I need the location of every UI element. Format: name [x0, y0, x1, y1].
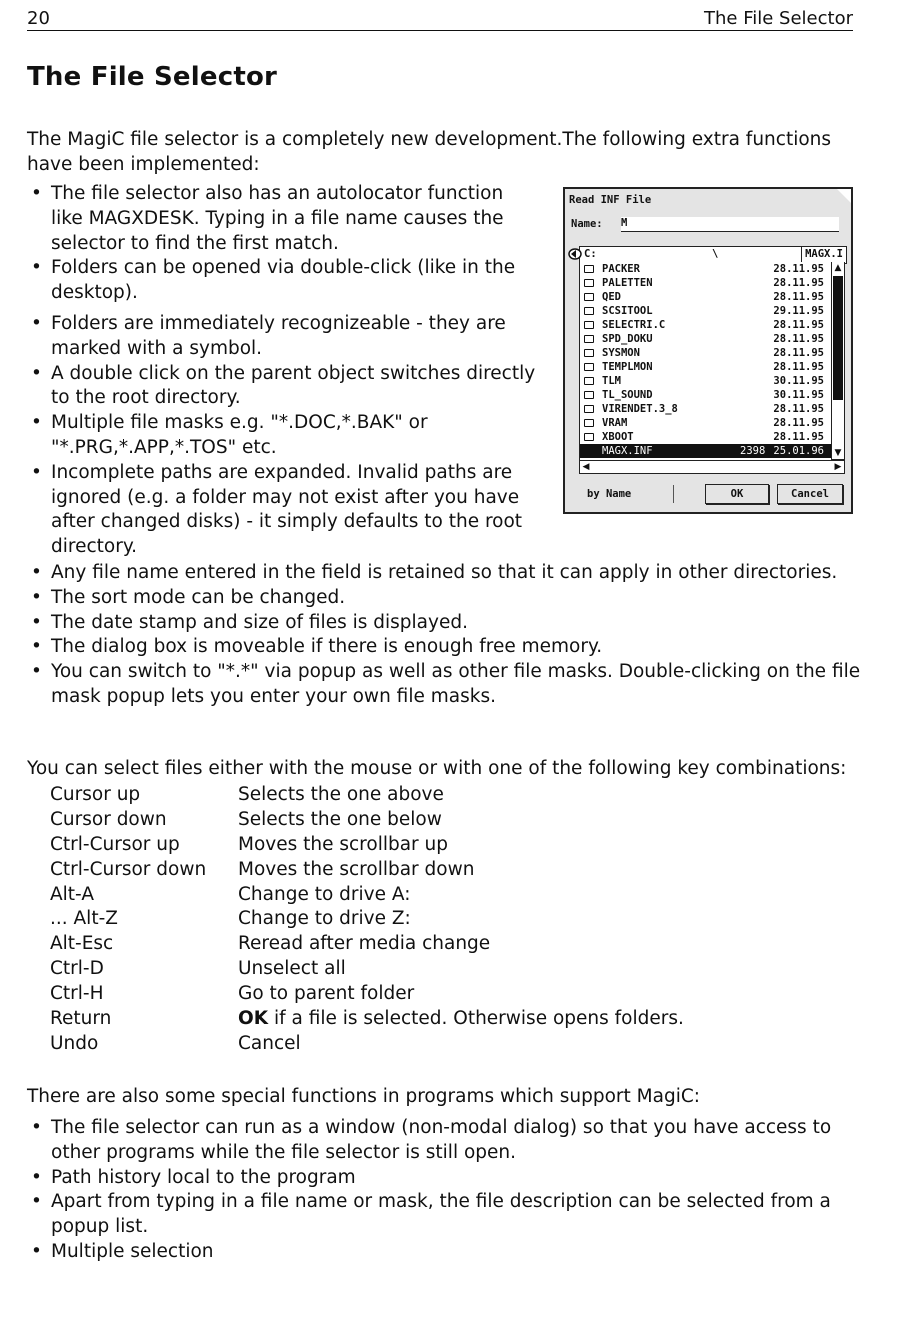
file-name: SYSMON — [602, 347, 640, 359]
name-row — [569, 217, 847, 233]
key-cell: ... Alt-Z — [50, 908, 118, 930]
file-name: VIRENDET.3_8 — [602, 403, 678, 415]
list-item: • The file selector can run as a window (non-modal dialog) so that you have access to other programs while the file selector is still open. — [27, 1116, 837, 1166]
folder-icon — [584, 377, 594, 385]
file-date: 28.11.95 — [773, 263, 824, 275]
file-date: 30.11.95 — [773, 375, 824, 387]
action-cell: Cancel — [238, 1032, 301, 1054]
cancel-button[interactable]: Cancel — [777, 484, 843, 504]
key-cell: Alt-Esc — [50, 933, 114, 955]
file-row[interactable] — [580, 332, 832, 346]
list-item: • Multiple selection — [27, 1240, 837, 1265]
file-date: 25.01.96 — [773, 445, 824, 457]
file-date: 28.11.95 — [773, 291, 824, 303]
scroll-up-icon[interactable]: ▲ — [834, 263, 842, 273]
running-title: The File Selector — [704, 8, 853, 29]
key-cell: Alt-A — [50, 883, 94, 905]
action-cell — [238, 1008, 684, 1033]
folder-icon — [584, 279, 594, 287]
table-row — [50, 958, 684, 983]
list-item: • The file selector also has an autolocator function like MAGXDESK. Typing in a file name causes the selector to find the first match. — [27, 182, 537, 256]
key-cell: Ctrl-Cursor down — [50, 858, 207, 880]
list-item: • You can switch to "*.*" via popup as well as other file masks. Double-clicking on the file mask popup lets you enter your own file masks. — [27, 660, 867, 710]
list-item: • The sort mode can be changed. — [27, 586, 867, 611]
file-date: 28.11.95 — [773, 319, 824, 331]
file-name: PALETTEN — [602, 277, 653, 289]
file-row[interactable] — [580, 346, 832, 360]
list-item: • Folders can be opened via double-click (like in the desktop). — [27, 256, 537, 306]
action-cell: Change to drive Z: — [238, 908, 411, 930]
file-list[interactable] — [579, 262, 833, 461]
file-row[interactable] — [580, 262, 832, 276]
key-cell: Undo — [50, 1032, 99, 1054]
keys-intro: You can select files either with the mouse or with one of the following key combinations: — [27, 758, 847, 779]
table-row — [50, 1033, 684, 1058]
folder-icon — [584, 405, 594, 413]
table-row — [50, 859, 684, 884]
special-intro: There are also some special functions in programs which support MagiC: — [27, 1086, 700, 1107]
file-size: 2398 — [740, 445, 766, 457]
file-row[interactable] — [580, 276, 832, 290]
feature-list-full — [27, 561, 867, 710]
action-cell: Change to drive A: — [238, 883, 411, 905]
folder-icon — [584, 293, 594, 301]
action-cell: Unselect all — [238, 958, 346, 980]
file-name: XBOOT — [602, 431, 634, 443]
file-date: 28.11.95 — [773, 417, 824, 429]
page-header — [27, 8, 853, 31]
file-date: 29.11.95 — [773, 305, 824, 317]
action-text: if a file is selected. Otherwise opens folders. — [268, 1008, 684, 1030]
key-cell: Ctrl-Cursor up — [50, 833, 180, 855]
page-title: The File Selector — [27, 62, 278, 92]
scroll-right-icon[interactable]: ▶ — [834, 462, 842, 472]
file-date: 28.11.95 — [773, 431, 824, 443]
filename-value: M — [621, 217, 628, 229]
scroll-left-icon[interactable]: ◀ — [582, 462, 590, 472]
filename-input[interactable] — [621, 217, 839, 232]
file-mask-popup[interactable]: MAGX.I — [801, 246, 846, 262]
key-cell: Ctrl-D — [50, 958, 104, 980]
file-name: SELECTRI.C — [602, 319, 666, 331]
file-name: TL_SOUND — [602, 389, 653, 401]
folder-icon — [584, 349, 594, 357]
table-row — [50, 933, 684, 958]
fuller-corner-icon[interactable] — [837, 189, 851, 203]
key-cell: Cursor up — [50, 784, 141, 805]
file-row[interactable] — [580, 290, 832, 304]
action-cell: Moves the scrollbar down — [238, 858, 475, 880]
drive-popup[interactable]: C: — [584, 248, 597, 260]
folder-icon — [584, 363, 594, 371]
file-row[interactable] — [580, 318, 832, 332]
scroll-thumb[interactable] — [833, 276, 843, 400]
feature-list-side — [27, 182, 537, 560]
table-row — [50, 908, 684, 933]
file-row[interactable] — [580, 388, 832, 402]
table-row — [50, 1008, 684, 1033]
ok-button[interactable]: OK — [705, 484, 769, 504]
file-name: MAGX.INF — [602, 445, 653, 457]
list-item: • A double click on the parent object switches directly to the root directory. — [27, 362, 537, 412]
list-item: • Any file name entered in the field is retained so that it can apply in other directories. — [27, 561, 867, 586]
file-date: 28.11.95 — [773, 403, 824, 415]
file-row[interactable] — [580, 416, 832, 430]
page-number: 20 — [27, 8, 50, 29]
list-item: • Apart from typing in a file name or mask, the file description can be selected from a popup list. — [27, 1190, 837, 1240]
scroll-down-icon[interactable]: ▼ — [834, 448, 842, 458]
parent-folder-icon[interactable] — [568, 247, 582, 261]
file-name: TEMPLMON — [602, 361, 653, 373]
file-name: TLM — [602, 375, 621, 387]
file-row[interactable] — [580, 430, 832, 444]
file-name: SCSITOOL — [602, 305, 653, 317]
table-row — [50, 983, 684, 1008]
file-date: 28.11.95 — [773, 333, 824, 345]
list-item: • The dialog box is moveable if there is enough free memory. — [27, 635, 867, 660]
list-item: • Multiple file masks e.g. "*.DOC,*.BAK" or "*.PRG,*.APP,*.TOS" etc. — [27, 411, 537, 461]
intro-paragraph: The MagiC file selector is a completely new development.The following extra functions have been implemented: — [27, 129, 832, 175]
file-name: VRAM — [602, 417, 628, 429]
folder-icon — [584, 419, 594, 427]
special-list — [27, 1116, 837, 1265]
dialog-title: Read INF File — [569, 194, 652, 206]
folder-icon — [584, 433, 594, 441]
folder-icon — [584, 391, 594, 399]
table-row — [50, 809, 684, 834]
file-name: SPD_DOKU — [602, 333, 653, 345]
file-name: QED — [602, 291, 621, 303]
list-item: • Folders are immediately recognizeable - they are marked with a symbol. — [27, 312, 537, 362]
file-row[interactable] — [580, 444, 832, 458]
action-cell: Selects the one below — [238, 808, 442, 830]
file-date: 28.11.95 — [773, 347, 824, 359]
key-cell: Cursor down — [50, 808, 167, 830]
file-row[interactable] — [580, 360, 832, 374]
action-cell: Reread after media change — [238, 933, 491, 955]
action-cell: Moves the scrollbar up — [238, 833, 449, 855]
ok-keyword: OK — [238, 1008, 269, 1030]
horizontal-scrollbar[interactable] — [579, 460, 845, 474]
file-row[interactable] — [580, 374, 832, 388]
list-item: • Incomplete paths are expanded. Invalid paths are ignored (e.g. a folder may not exist after you have after changed disks) - it simply defaults to the root directory. — [27, 461, 537, 560]
file-row[interactable] — [580, 304, 832, 318]
sort-mode-popup[interactable]: by Name — [579, 485, 674, 503]
file-date: 30.11.95 — [773, 389, 824, 401]
folder-icon — [584, 321, 594, 329]
table-row — [50, 884, 684, 909]
folder-icon — [584, 335, 594, 343]
key-combination-table — [50, 784, 684, 1058]
file-name: PACKER — [602, 263, 640, 275]
current-path: \ — [712, 248, 719, 260]
file-row[interactable] — [580, 402, 832, 416]
list-item: • The date stamp and size of files is displayed. — [27, 611, 867, 636]
action-cell: Selects the one above — [238, 784, 444, 805]
file-date: 28.11.95 — [773, 361, 824, 373]
folder-icon — [584, 265, 594, 273]
key-cell: Return — [50, 1008, 112, 1030]
key-cell: Ctrl-H — [50, 983, 104, 1005]
file-date: 28.11.95 — [773, 277, 824, 289]
list-item: • Path history local to the program — [27, 1166, 837, 1191]
vertical-scrollbar[interactable] — [831, 262, 845, 460]
name-label: Name: — [571, 218, 603, 230]
file-selector-dialog — [563, 187, 853, 514]
table-row — [50, 834, 684, 859]
table-row — [50, 784, 684, 809]
folder-icon — [584, 307, 594, 315]
action-cell: Go to parent folder — [238, 983, 415, 1005]
